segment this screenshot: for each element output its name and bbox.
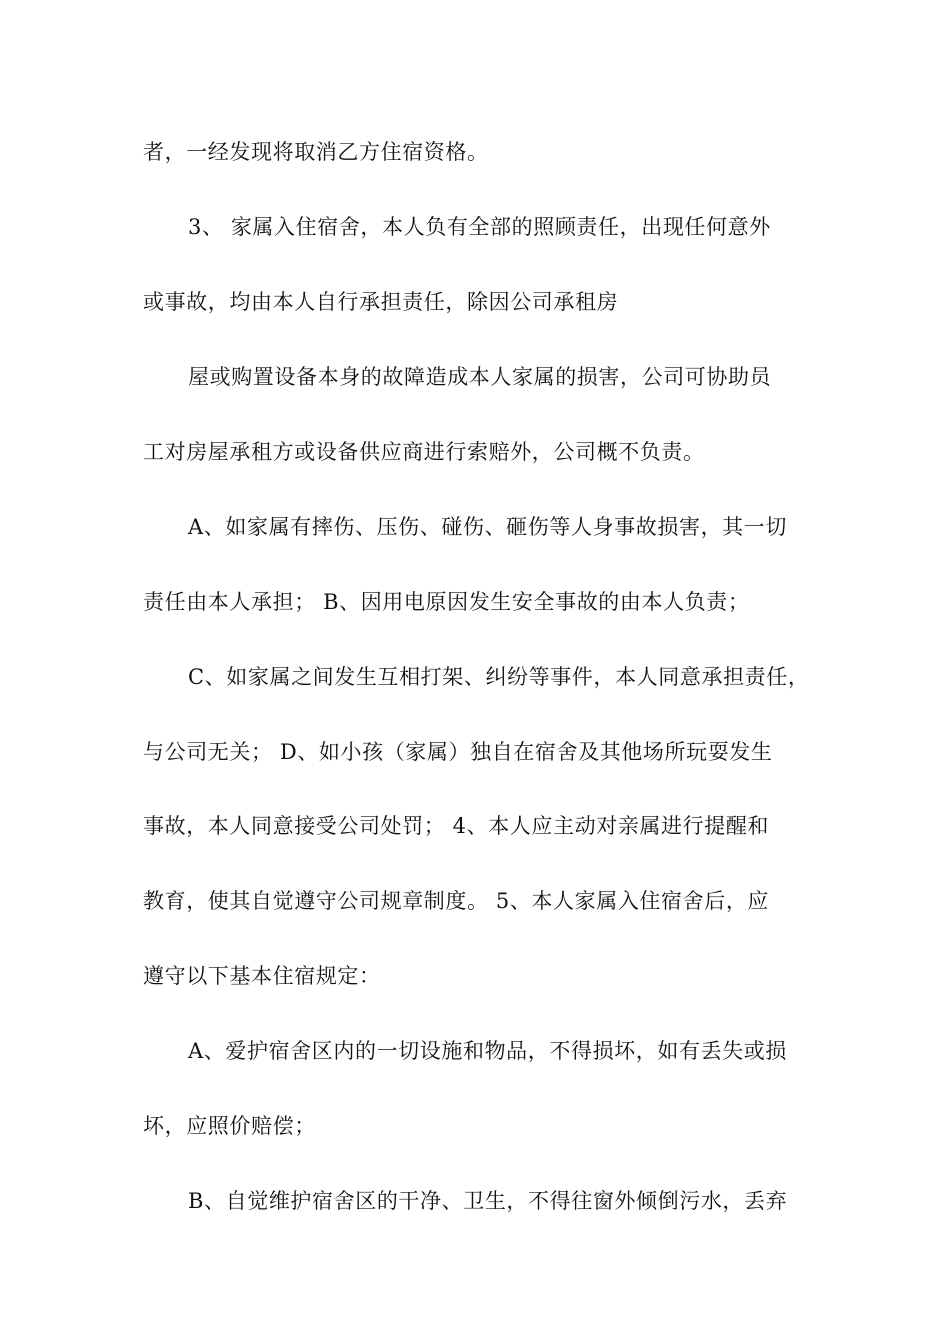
paragraph-line: 者，一经发现将取消乙方住宿资格。 (143, 140, 489, 164)
paragraph-line: 与公司无关； D、如小孩（家属）独自在宿舍及其他场所玩耍发生 (143, 740, 773, 764)
paragraph-line: 工对房屋承租方或设备供应商进行索赔外，公司概不负责。 (143, 440, 705, 464)
paragraph-line: 或事故，均由本人自行承担责任，除因公司承租房 (143, 290, 619, 314)
paragraph-line: 3、 家属入住宿舍，本人负有全部的照顾责任，出现任何意外 (188, 215, 771, 239)
paragraph-line: 遵守以下基本住宿规定： (143, 964, 381, 988)
paragraph-line: 教育，使其自觉遵守公司规章制度。 5、本人家属入住宿舍后，应 (143, 889, 770, 913)
paragraph-line: A、如家属有摔伤、压伤、碰伤、砸伤等人身事故损害，其一切 (188, 515, 787, 539)
paragraph-line: 责任由本人承担； B、因用电原因发生安全事故的由本人负责； (143, 590, 750, 614)
paragraph-line: A、爱护宿舍区内的一切设施和物品，不得损坏，如有丢失或损 (188, 1039, 787, 1063)
paragraph-line: C、如家属之间发生互相打架、纠纷等事件，本人同意承担责任， (188, 665, 810, 689)
paragraph-line: B、自觉维护宿舍区的干净、卫生，不得往窗外倾倒污水，丢弃 (188, 1189, 788, 1213)
paragraph-line: 坏，应照价赔偿； (143, 1114, 316, 1138)
paragraph-line: 事故，本人同意接受公司处罚； 4、本人应主动对亲属进行提醒和 (143, 814, 770, 838)
paragraph-line: 屋或购置设备本身的故障造成本人家属的损害，公司可协助员 (188, 365, 772, 389)
